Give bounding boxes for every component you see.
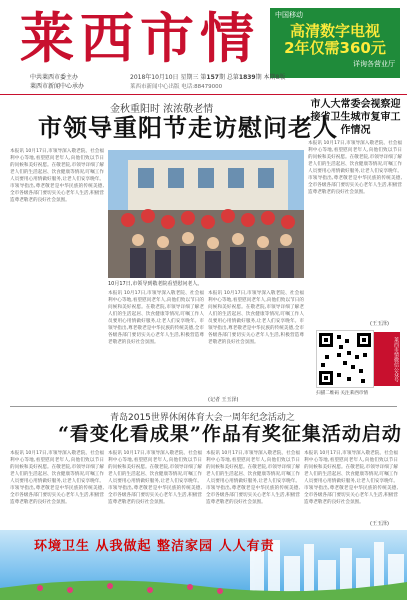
second-headline[interactable]: “看变化看成果”作品有奖征集活动启动 [58, 423, 402, 445]
weekday: 星期三 [180, 74, 199, 81]
second-column-1: 本报讯 10月17日,市领导深入敬老院、社会福利中心等地,看望慰问老年人,向他们致以节日的问候和美好祝愿。在敬老院,市领导详细了解老人们的生活起居、饮食健康等情况,叮嘱工作人员要用心用情做好服务,让老人们安享晚年。市领导指出,尊老敬老是中华民族的传统美德,全市各级各部门要切实关心老年人生活,积极营造尊老敬老的良好社会氛围。 [10, 451, 104, 505]
qr-label: 莱西市情微信公众号 [374, 332, 400, 386]
header-rule [0, 94, 407, 95]
issue-prefix: 第 [200, 74, 207, 81]
ad-line1: 高清数字电视 [289, 22, 380, 40]
total-suffix: 期 [255, 74, 262, 81]
total-number: 1839 [238, 74, 256, 81]
org-line1: 中共莱西市委主办 [30, 74, 79, 81]
issue-suffix: 期 [218, 74, 225, 81]
second-kicker: 青岛2015世界休闲体育大会一周年纪念活动之 [110, 413, 295, 423]
contact: 电话:88479000 [181, 84, 223, 90]
side-byline: (王玉泽) [370, 321, 389, 327]
total-prefix: 总第 [226, 74, 239, 81]
lead-byline: (记者 王玉泽) [208, 397, 239, 403]
lead-column-1: 本报讯 10月17日,市领导深入敬老院、社会福利中心等地,看望慰问老年人,向他们致以节日的问候和美好祝愿。在敬老院,市领导详细了解老人们的生活起居、饮食健康等情况,叮嘱工作人员要用心用情做好服务,让老人们安享晚年。市领导指出,尊老敬老是中华民族的传统美德,全市各级各部门要切实关心老年人生活,积极营造尊老敬老的良好社会氛围。 [10, 149, 104, 203]
section-divider [10, 406, 397, 407]
pages: 本期8版 [263, 74, 286, 81]
lead-headline[interactable]: 市领导重阳节走访慰问老人 [38, 113, 338, 142]
qr-code-icon [317, 331, 373, 387]
second-byline: (王玉泽) [370, 521, 389, 527]
side-headline[interactable]: 市人大常委会视察迎接省卫生城市复审工作情况 [310, 99, 401, 136]
qr-code[interactable] [316, 330, 374, 388]
side-column: 本报讯 10月17日,市领导深入敬老院、社会福利中心等地,看望慰问老年人,向他们致以节日的问候和美好祝愿。在敬老院,市领导详细了解老人们的生活起居、饮食健康等情况,叮嘱工作人员要用心用情做好服务,让老人们安享晚年。市领导指出,尊老敬老是中华民族的传统美德,全市各级各部门要切实关心老年人生活,积极营造尊老敬老的良好社会氛围。 [308, 141, 402, 195]
date: 2018年10月10日 [130, 74, 179, 81]
second-column-4: 本报讯 10月17日,市领导深入敬老院、社会福利中心等地,看望慰问老年人,向他们致以节日的问候和美好祝愿。在敬老院,市领导详细了解老人们的生活起居、饮食健康等情况,叮嘱工作人员要用心用情做好服务,让老人们安享晚年。市领导指出,尊老敬老是中华民族的传统美德,全市各级各部门要切实关心老年人生活,积极营造尊老敬老的良好社会氛围。 [304, 451, 398, 505]
ad-line2: 2年仅需360元 [284, 39, 386, 57]
dateline [130, 74, 285, 82]
footer-slogan: 环境卫生 从我做起 整洁家园 人人有责 [34, 539, 275, 554]
second-column-3: 本报讯 10月17日,市领导深入敬老院、社会福利中心等地,看望慰问老年人,向他们致以节日的问候和美好祝愿。在敬老院,市领导详细了解老人们的生活起居、饮食健康等情况,叮嘱工作人员要用心用情做好服务,让老人们安享晚年。市领导指出,尊老敬老是中华民族的传统美德,全市各级各部门要切实关心老年人生活,积极营造尊老敬老的良好社会氛围。 [206, 451, 300, 505]
photo-caption: 10月17日,市领导到敬老院看望慰问老人。 [108, 281, 203, 287]
issue-number: 157 [206, 74, 219, 81]
photo-illustration [108, 150, 304, 278]
top-ad[interactable] [270, 8, 400, 78]
lead-column-2: 本报讯 10月17日,市领导深入敬老院、社会福利中心等地,看望慰问老年人,向他们致以节日的问候和美好祝愿。在敬老院,市领导详细了解老人们的生活起居、饮食健康等情况,叮嘱工作人员要用心用情做好服务,让老人们安享晚年。市领导指出,尊老敬老是中华民族的传统美德,全市各级各部门要切实关心老年人生活,积极营造尊老敬老的良好社会氛围。 [108, 291, 204, 345]
ad-note: 详询各营业厅 [353, 60, 395, 68]
dateline-extra [130, 83, 222, 91]
ad-brand: 中国移动 [275, 11, 303, 19]
second-column-2: 本报讯 10月17日,市领导深入敬老院、社会福利中心等地,看望慰问老年人,向他们致以节日的问候和美好祝愿。在敬老院,市领导详细了解老人们的生活起居、饮食健康等情况,叮嘱工作人员要用心用情做好服务,让老人们安享晚年。市领导指出,尊老敬老是中华民族的传统美德,全市各级各部门要切实关心老年人生活,积极营造尊老敬老的良好社会氛围。 [108, 451, 202, 505]
publisher: 莱西市新闻中心出版 [130, 84, 180, 90]
lead-column-3: 本报讯 10月17日,市领导深入敬老院、社会福利中心等地,看望慰问老年人,向他们致以节日的问候和美好祝愿。在敬老院,市领导详细了解老人们的生活起居、饮食健康等情况,叮嘱工作人员要用心用情做好服务,让老人们安享晚年。市领导指出,尊老敬老是中华民族的传统美德,全市各级各部门要切实关心老年人生活,积极营造尊老敬老的良好社会氛围。 [208, 291, 304, 345]
masthead-title: 莱西市情 [20, 6, 260, 70]
qr-caption: 扫描二维码 关注莱西市情 [316, 391, 368, 396]
lead-kicker: 金秋重阳时 浓浓敬老情 [110, 104, 214, 115]
org-line2: 莱西市新闻中心承办 [30, 83, 85, 90]
lead-photo [108, 150, 304, 278]
